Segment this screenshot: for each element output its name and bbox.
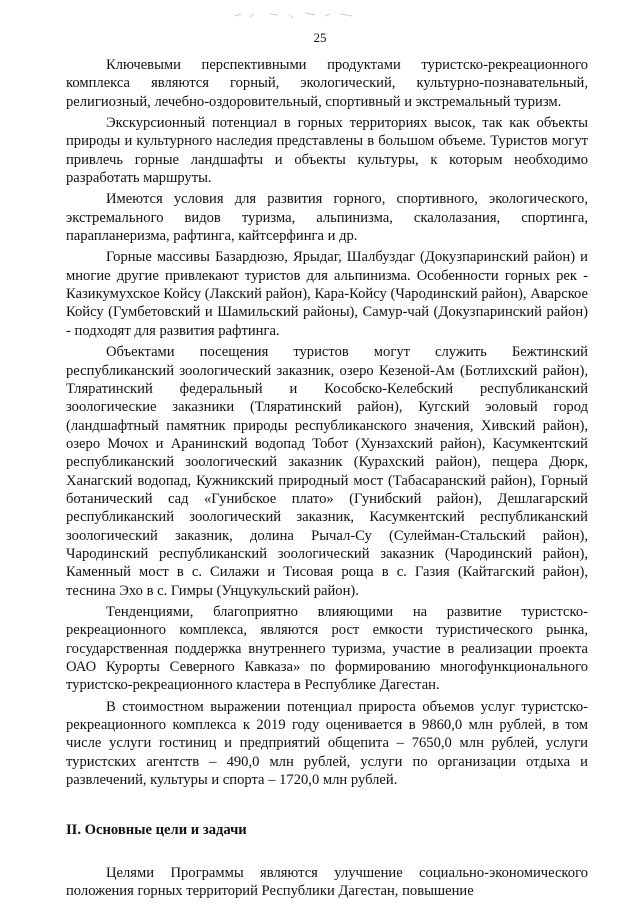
paragraph-tourism-conditions: Имеются условия для развития горного, спортивного, экологического, экстремального видов туризма, альпинизма, скалолазания, спортинга, парапланеризма, рафтинга, кайтсерфинга и др. bbox=[66, 191, 588, 245]
page-number: 25 bbox=[313, 30, 327, 45]
document-body bbox=[66, 56, 588, 900]
paragraph-mountain-ranges: Горные массивы Базардюзю, Ярыдаг, Шалбуздаг (Докузпаринский район) и многие другие привлекают туристов для альпинизма. Особенности горных рек - Казикумухское Койсу (Лакский район), Кара-Койсу (Чародинский район), Аварское Койсу (Гумбетовский и Шамильский районы), Самур-чай (Докузпаринский район) - подходят для развития рафтинга. bbox=[66, 249, 588, 339]
paragraph-excursion-potential: Экскурсионный потенциал в горных территориях высок, так как объекты природы и культурного наследия представлены в большом объеме. Туристов могут привлечь горные ландшафты и объекты культуры, к которым необходимо разработать маршруты. bbox=[66, 115, 588, 187]
paragraph-key-products: Ключевыми перспективными продуктами туристско-рекреационного комплекса являются горный, экологический, культурно-познавательный, религиозный, лечебно-оздоровительный, спортивный и экстремальный туризм. bbox=[66, 57, 588, 110]
paragraph-tourist-sites: Объектами посещения туристов могут служить Бежтинский республиканский зоологический заказник, озеро Кезеной-Ам (Ботлихский район), Тляратинский федеральный и Кособско-Келебский республиканский зоологические заказники (Тляратинский район), Кугский эоловый город (ландшафтный памятник природы республиканского значения, Хивский район), озеро Мочох и Аранинский водопад Тобот (Хунзахский район), Касумкентский республиканский зоологический заказник (Курахский район), пещера Дюрк, Ханагский водопад, Кужникский природный мост (Табасаранский район), Горный ботанический сад «Гунибское плато» (Гунибский район), Дешлагарский республиканский зоологический заказник, Касумкентский республиканский зоологический заказник, долина Рычал-Су (Сулейман-Стальский район), Чародинский республиканский зоологический заказник (Чародинский район), Каменный мост в с. Силажи и Тисовая роща в с. Газия (Кайтагский район), теснина Эхо в с. Гимры (Унцукульский район). bbox=[66, 344, 588, 599]
paragraph-trends: Тенденциями, благоприятно влияющими на развитие туристско-рекреационного комплекса, являются рост емкости туристического рынка, государственная поддержка внутреннего туризма, участие в реализации проекта ОАО Курорты Северного Кавказа» по формированию многофункционального туристско-рекреационного кластера в Республике Дагестан. bbox=[66, 603, 588, 694]
paragraph-cost-estimate: В стоимостном выражении потенциал прироста объемов услуг туристско-рекреационного комплекса к 2019 году оценивается в 9860,0 млн рублей, в том числе услуги гостиниц и предприятий общепита – 7650,0 млн рублей, услуги туристских агентств – 490,0 млн рублей, услуги по организации отдыха и развлечений, культуры и спорта – 1720,0 млн рублей. bbox=[66, 698, 588, 789]
paragraph-program-goals: Целями Программы являются улучшение социально-экономического положения горных территорий Республики Дагестан, повышение bbox=[66, 864, 588, 900]
section-heading: II. Основные цели и задачи bbox=[66, 822, 247, 839]
scan-artifact bbox=[230, 8, 370, 22]
